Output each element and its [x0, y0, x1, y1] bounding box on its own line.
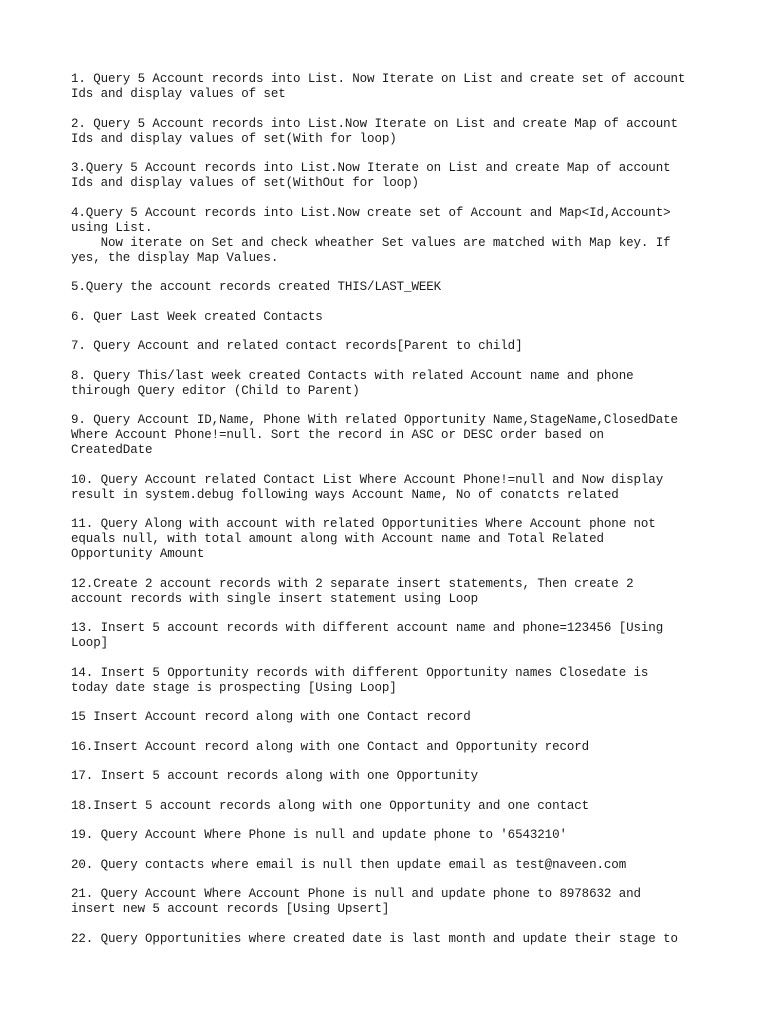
exercise-item-1 — [71, 72, 711, 102]
exercise-item-line: 11. Query Along with account with related Opportunities Where Account phone not — [71, 517, 656, 531]
exercise-item-2 — [71, 117, 711, 147]
exercise-item-7 — [71, 339, 711, 354]
exercise-item-line: 12.Create 2 account records with 2 separate insert statements, Then create 2 — [71, 576, 634, 591]
exercise-item-line: 10. Query Account related Contact List Where Account Phone!=null and Now display — [71, 472, 664, 487]
exercise-item-line: 16.Insert Account record along with one Contact and Opportunity record — [71, 739, 590, 754]
exercise-item-line: 15 Insert Account record along with one Contact record — [71, 710, 471, 724]
exercise-item-16 — [71, 740, 711, 755]
exercise-item-5 — [71, 280, 711, 295]
exercise-item-line: 5.Query the account records created THIS/LAST_WEEK — [71, 280, 442, 294]
exercise-item-line: 18.Insert 5 account records along with one Opportunity and one contact — [71, 798, 590, 813]
exercise-item-line: Loop] — [71, 636, 109, 650]
exercise-item-line: 7. Query Account and related contact records[Parent to child] — [71, 339, 523, 353]
exercise-item-6 — [71, 310, 711, 325]
exercise-item-line: using List. — [71, 220, 153, 235]
exercise-item-20 — [71, 858, 711, 873]
exercise-item-line: 2. Query 5 Account records into List.Now Iterate on List and create Map of account — [71, 116, 678, 131]
exercise-item-4 — [71, 206, 711, 266]
exercise-item-line: yes, the display Map Values. — [71, 250, 279, 265]
exercise-item-line: Ids and display values of set(WithOut for loop) — [71, 176, 419, 190]
exercise-item-line: CreatedDate — [71, 443, 153, 457]
exercise-item-line: result in system.debug following ways Account Name, No of conatcts related — [71, 487, 619, 502]
exercise-item-line: today date stage is prospecting [Using Loop] — [71, 680, 397, 695]
exercise-item-line: thirough Query editor (Child to Parent) — [71, 383, 360, 398]
exercise-item-line: 1. Query 5 Account records into List. Now Iterate on List and create set of account — [71, 72, 686, 86]
exercise-item-line: 13. Insert 5 account records with different account name and phone=123456 [Using — [71, 621, 664, 635]
exercise-item-line: 4.Query 5 Account records into List.Now create set of Account and Map<Id,Account> — [71, 205, 671, 220]
exercise-item-13 — [71, 621, 711, 651]
exercise-item-line: Now iterate on Set and check wheather Set values are matched with Map key. If — [71, 235, 671, 250]
exercise-item-line: account records with single insert statement using Loop — [71, 591, 479, 606]
exercise-item-line: insert new 5 account records [Using Upsert] — [71, 902, 390, 916]
exercise-item-10 — [71, 473, 711, 503]
exercise-item-19 — [71, 828, 711, 843]
exercise-item-22 — [71, 932, 711, 947]
exercise-item-line: Ids and display values of set — [71, 87, 286, 101]
exercise-item-line: 20. Query contacts where email is null then update email as test@naveen.com — [71, 857, 627, 872]
exercise-item-18 — [71, 799, 711, 814]
exercise-item-line: 6. Quer Last Week created Contacts — [71, 309, 323, 324]
exercise-item-line: 14. Insert 5 Opportunity records with different Opportunity names Closedate is — [71, 665, 649, 680]
exercise-item-3 — [71, 161, 711, 191]
exercise-item-line: 19. Query Account Where Phone is null and update phone to '6543210' — [71, 828, 567, 842]
exercise-item-line: Where Account Phone!=null. Sort the record in ASC or DESC order based on — [71, 428, 604, 442]
exercise-item-line: 9. Query Account ID,Name, Phone With related Opportunity Name,StageName,ClosedDate — [71, 413, 678, 427]
exercise-item-9 — [71, 413, 711, 458]
exercise-item-11 — [71, 517, 711, 562]
exercise-item-12 — [71, 577, 711, 607]
exercise-item-line: 8. Query This/last week created Contacts with related Account name and phone — [71, 368, 634, 383]
exercise-item-line: 22. Query Opportunities where created date is last month and update their stage to — [71, 931, 678, 946]
exercise-item-line: Ids and display values of set(With for loop) — [71, 131, 397, 146]
exercise-item-line: Opportunity Amount — [71, 547, 205, 561]
exercise-item-line: 3.Query 5 Account records into List.Now Iterate on List and create Map of account — [71, 161, 671, 175]
exercise-item-14 — [71, 666, 711, 696]
exercise-item-line: 17. Insert 5 account records along with one Opportunity — [71, 769, 479, 783]
exercise-item-line: equals null, with total amount along with Account name and Total Related — [71, 532, 604, 546]
exercise-item-line: 21. Query Account Where Account Phone is null and update phone to 8978632 and — [71, 887, 641, 901]
exercise-item-17 — [71, 769, 711, 784]
exercise-item-21 — [71, 887, 711, 917]
exercise-item-8 — [71, 369, 711, 399]
document-body — [71, 72, 711, 961]
exercise-item-15 — [71, 710, 711, 725]
